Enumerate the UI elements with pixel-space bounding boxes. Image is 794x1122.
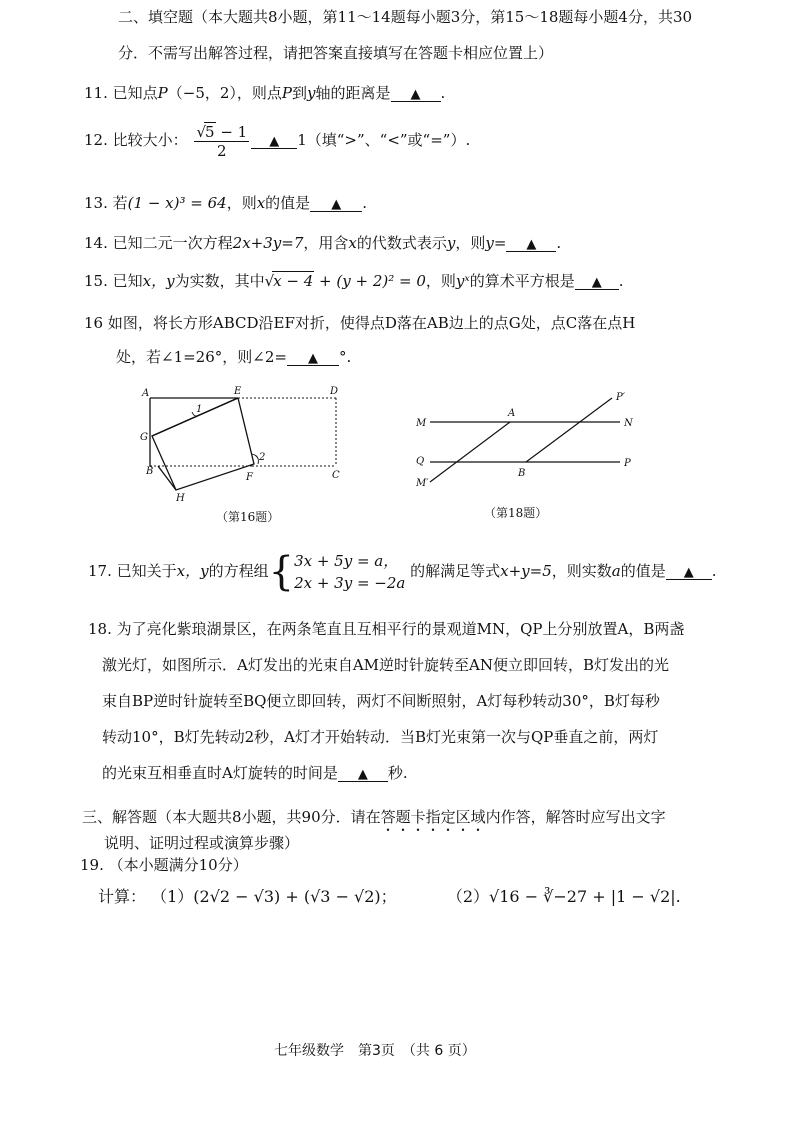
label-F: F bbox=[246, 472, 253, 483]
label-M: M bbox=[416, 418, 427, 429]
question-16: 16 如图，将长方形ABCD沿EF对折，使得点D落在AB边上的点G处，点C落在点H bbox=[84, 314, 636, 332]
label-A: A bbox=[508, 408, 516, 419]
answer-blank bbox=[506, 236, 556, 252]
label-P: P bbox=[624, 458, 631, 469]
equation-system: 3x + 5y = a， 2x + 3y = −2a bbox=[294, 552, 406, 592]
section-instruction: 分．不需写出解答过程，请把答案直接填写在答题卡相应位置上） bbox=[118, 44, 554, 62]
part-1: （1）(2√2 − √3) + (√3 − √2)； bbox=[151, 887, 397, 906]
triangle-icon: ▲ bbox=[307, 351, 318, 366]
question-18-line5: 的光束互相垂直时A灯旋转的时间是 ▲ 秒. bbox=[102, 764, 408, 782]
label-N: N bbox=[624, 418, 633, 429]
score-note: （本小题满分10分） bbox=[108, 856, 248, 874]
label-Q: Q bbox=[416, 456, 425, 467]
question-number: 19. bbox=[80, 856, 104, 874]
question-number: 12. bbox=[84, 131, 108, 149]
figure-18 bbox=[408, 388, 644, 488]
question-19-parts: 计算： （1）(2√2 − √3) + (√3 − √2)； （2）√16 − ∛−27 + |1 − √2|. bbox=[98, 887, 681, 906]
question-12: 12. 比较大小： $\frac{√5 - 1}{2}$ ▲ 1（填“>”、“<”或“=”）. bbox=[84, 123, 471, 160]
answer-blank bbox=[287, 350, 339, 366]
question-number: 18. bbox=[88, 620, 112, 638]
answer-blank bbox=[251, 133, 297, 149]
answer-blank bbox=[310, 196, 362, 212]
question-number: 16 bbox=[84, 314, 104, 332]
label-G: G bbox=[140, 432, 148, 443]
answer-blank bbox=[575, 274, 619, 290]
label-P-prime: P′ bbox=[616, 392, 625, 403]
section-3-title: 三、解答题（本大题共8小题，共90分．请在答题卡指定区域内作答，解答时应写出文字 bbox=[82, 808, 666, 826]
question-14: 14. 已知二元一次方程2x+3y=7，用含x的代数式表示y，则y= ▲ . bbox=[84, 234, 562, 252]
label-H: H bbox=[176, 493, 185, 504]
question-18-line3: 束自BP逆时针旋转至BQ便立即回转，两灯不间断照射，A灯每秒转动30°，B灯每秒 bbox=[102, 692, 660, 710]
triangle-icon: ▲ bbox=[683, 565, 694, 580]
question-16-line2: 处，若∠1=26°，则∠2= ▲ °. bbox=[116, 348, 352, 366]
question-number: 13. bbox=[84, 194, 108, 212]
label-B: B bbox=[146, 466, 154, 477]
fraction: $\frac{√5 - 1}{2}$ bbox=[196, 123, 248, 160]
triangle-icon: ▲ bbox=[591, 275, 602, 290]
figure-18-caption: （第18题） bbox=[484, 506, 548, 520]
label-B: B bbox=[518, 468, 526, 479]
question-18-line2: 激光灯，如图所示．A灯发出的光束自AM逆时针旋转至AN便立即回转，B灯发出的光 bbox=[102, 656, 670, 674]
triangle-icon: ▲ bbox=[331, 197, 342, 212]
question-number: 14. bbox=[84, 234, 108, 252]
label-1: 1 bbox=[196, 404, 203, 415]
label-2: 2 bbox=[259, 452, 266, 463]
answer-blank bbox=[666, 564, 712, 580]
section-header: 二、填空题（本大题共8小题，第11～14题每小题3分，第15～18题每小题4分，共30 bbox=[118, 8, 693, 26]
triangle-icon: ▲ bbox=[526, 237, 537, 252]
question-19 bbox=[80, 854, 248, 875]
label-M-prime: M′ bbox=[416, 478, 429, 488]
label-A: A bbox=[142, 388, 150, 399]
figure-16-caption: （第16题） bbox=[216, 510, 280, 524]
question-number: 11. bbox=[84, 84, 108, 102]
question-11: 11. 已知点P（−5，2），则点P到y轴的距离是 ▲ . bbox=[84, 84, 446, 102]
question-13: 13. 若(1 − x)³ = 64，则x的值是 ▲ . bbox=[84, 194, 367, 212]
label-C: C bbox=[332, 470, 340, 481]
triangle-icon: ▲ bbox=[269, 134, 280, 149]
brace: { bbox=[268, 549, 295, 595]
question-18: 18. 为了亮化紫琅湖景区，在两条笔直且互相平行的景观道MN，QP上分别放置A，B两盏 bbox=[88, 620, 685, 638]
label-D: D bbox=[330, 386, 339, 397]
question-17: 17. 已知关于x，y的方程组{ 3x + 5y = a， 2x + 3y = −2a 的解满足等式x+y=5，则实数a的值是 ▲ . bbox=[88, 549, 717, 595]
part-2: （2）√16 − ∛−27 + |1 − √2|. bbox=[446, 887, 681, 906]
question-number: 15. bbox=[84, 272, 108, 290]
question-18-line4: 转动10°，B灯先转动2秒，A灯才开始转动．当B灯光束第一次与QP垂直之前，两灯 bbox=[102, 728, 659, 746]
label-E: E bbox=[234, 386, 242, 397]
figure-16 bbox=[134, 384, 354, 504]
answer-blank bbox=[338, 766, 388, 782]
question-15: 15. 已知x，y为实数，其中√x − 4 + (y + 2)² = 0，则yˣ的算术平方根是 ▲ . bbox=[84, 272, 624, 290]
triangle-icon: ▲ bbox=[410, 87, 421, 102]
section-3-title-line2: 说明、证明过程或演算步骤） bbox=[104, 834, 300, 852]
triangle-icon: ▲ bbox=[357, 767, 368, 782]
answer-blank bbox=[391, 86, 441, 102]
page-footer: 七年级数学 第3页 （共 6 页） bbox=[274, 1043, 476, 1059]
question-number: 17. bbox=[88, 562, 112, 580]
